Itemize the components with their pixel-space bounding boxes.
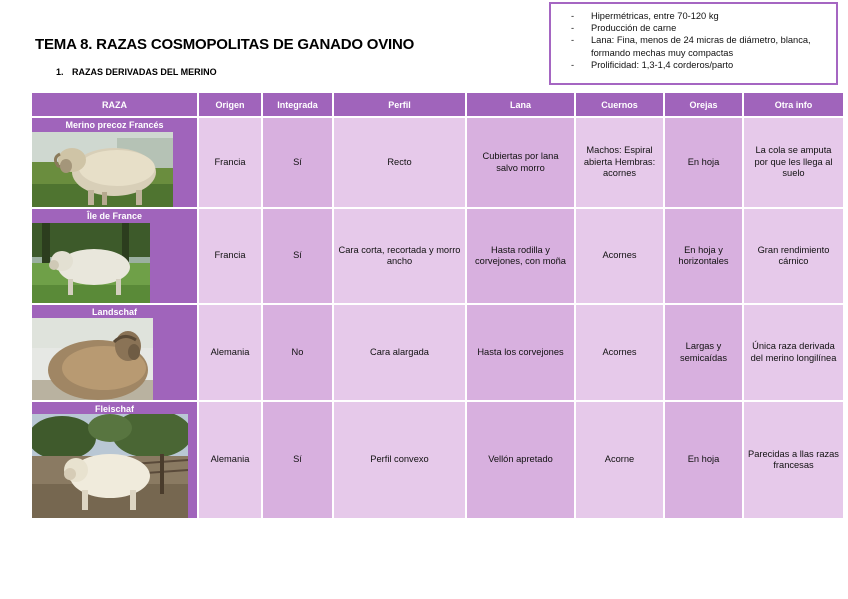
header-otra-info: Otra info	[744, 93, 843, 116]
lana-cell: Hasta rodilla y corvejones, con moña	[467, 209, 574, 303]
header-raza: RAZA	[32, 93, 197, 116]
lana-cell: Vellón apretado	[467, 402, 574, 518]
integrada-cell: Sí	[263, 402, 332, 518]
perfil-cell: Cara corta, recortada y morro ancho	[334, 209, 465, 303]
sheep-photo	[32, 132, 173, 207]
otra-info-cell: Gran rendimiento cárnico	[744, 209, 843, 303]
raza-cell	[32, 402, 197, 518]
orejas-cell: En hoja	[665, 402, 742, 518]
table-header-row	[32, 93, 843, 116]
header-orejas: Orejas	[665, 93, 742, 116]
header-integrada: Integrada	[263, 93, 332, 116]
raza-cell	[32, 118, 197, 207]
header-origen: Origen	[199, 93, 261, 116]
origen-cell: Alemania	[199, 305, 261, 400]
sheep-photo	[32, 414, 188, 518]
raza-cell	[32, 305, 197, 400]
section-title: RAZAS DERIVADAS DEL MERINO	[72, 67, 217, 77]
origen-cell: Alemania	[199, 402, 261, 518]
cuernos-cell: Acornes	[576, 305, 663, 400]
orejas-cell: En hoja y horizontales	[665, 209, 742, 303]
lana-cell: Hasta los corvejones	[467, 305, 574, 400]
cuernos-cell: Acornes	[576, 209, 663, 303]
characteristic-item: - Hipermétricas, entre 70-120 kg	[571, 10, 828, 22]
integrada-cell: Sí	[263, 118, 332, 207]
breed-name: Fleischaf	[94, 404, 134, 414]
cuernos-cell: Machos: Espiral abierta Hembras: acornes	[576, 118, 663, 207]
perfil-cell: Perfil convexo	[334, 402, 465, 518]
orejas-cell: Largas y semicaídas	[665, 305, 742, 400]
cuernos-cell: Acorne	[576, 402, 663, 518]
characteristic-item: - Prolificidad: 1,3-1,4 corderos/parto	[571, 59, 828, 71]
table-row	[32, 402, 843, 518]
breeds-table	[30, 91, 845, 520]
otra-info-cell: Parecidas a llas razas francesas	[744, 402, 843, 518]
table-row	[32, 305, 843, 400]
breed-name: Landschaf	[91, 307, 137, 317]
section-number: 1.	[56, 67, 64, 77]
sheep-photo	[32, 318, 153, 400]
otra-info-cell: Única raza derivada del merino longilínea	[744, 305, 843, 400]
integrada-cell: No	[263, 305, 332, 400]
integrada-cell: Sí	[263, 209, 332, 303]
otra-info-cell: La cola se amputa por que les llega al suelo	[744, 118, 843, 207]
table-row	[32, 209, 843, 303]
characteristic-item: - Lana: Fina, menos de 24 micras de diámetro, blanca, formando mechas muy compactas	[571, 34, 828, 58]
sheep-photo	[32, 223, 150, 303]
raza-cell	[32, 209, 197, 303]
characteristics-box	[549, 2, 838, 85]
origen-cell: Francia	[199, 118, 261, 207]
orejas-cell: En hoja	[665, 118, 742, 207]
header-lana: Lana	[467, 93, 574, 116]
perfil-cell: Recto	[334, 118, 465, 207]
perfil-cell: Cara alargada	[334, 305, 465, 400]
origen-cell: Francia	[199, 209, 261, 303]
characteristics-list	[571, 10, 828, 71]
header-cuernos: Cuernos	[576, 93, 663, 116]
breed-name: Merino precoz Francés	[65, 120, 164, 130]
characteristic-item: - Producción de carne	[571, 22, 828, 34]
document-title: TEMA 8. RAZAS COSMOPOLITAS DE GANADO OVINO	[35, 36, 415, 53]
header-perfil: Perfil	[334, 93, 465, 116]
section-heading	[56, 67, 217, 77]
breed-name: Île de France	[86, 211, 143, 221]
lana-cell: Cubiertas por lana salvo morro	[467, 118, 574, 207]
table-row	[32, 118, 843, 207]
